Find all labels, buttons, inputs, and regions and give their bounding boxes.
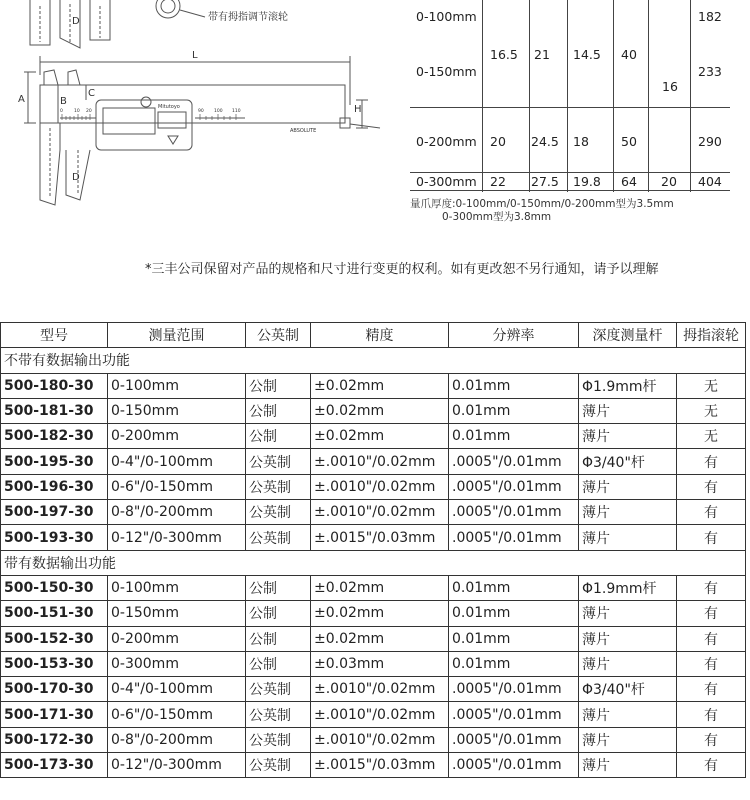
section-row bbox=[1, 348, 746, 373]
cell-thumb-roller: 无 bbox=[677, 398, 746, 423]
cell-unit: 公制 bbox=[246, 575, 311, 600]
cell-accuracy: ±.0015"/0.03mm bbox=[311, 525, 449, 550]
dim-cell: 404 bbox=[698, 174, 722, 189]
cell-range: 0-100mm bbox=[108, 373, 246, 398]
cell-model: 500-195-30 bbox=[1, 449, 108, 474]
cell-resolution: .0005"/0.01mm bbox=[449, 474, 579, 499]
cell-thumb-roller: 有 bbox=[677, 525, 746, 550]
cell-thumb-roller: 无 bbox=[677, 424, 746, 449]
dim-B-label: B bbox=[60, 96, 67, 107]
dim-cell: 16 bbox=[662, 79, 678, 94]
cell-model: 500-152-30 bbox=[1, 626, 108, 651]
scale-mark-10: 10 bbox=[74, 109, 80, 114]
cell-resolution: 0.01mm bbox=[449, 601, 579, 626]
scale-mark-20: 20 bbox=[86, 109, 92, 114]
table-row bbox=[1, 500, 746, 525]
section-with-output: 带有数据输出功能 bbox=[1, 550, 746, 575]
cell-model: 500-171-30 bbox=[1, 702, 108, 727]
cell-resolution: .0005"/0.01mm bbox=[449, 727, 579, 752]
cell-model: 500-182-30 bbox=[1, 424, 108, 449]
jaw-note-line2: 0-300mm型为3.8mm bbox=[442, 211, 552, 223]
cell-depth-rod: 薄片 bbox=[579, 398, 677, 423]
caliper-drawing bbox=[0, 0, 400, 215]
cell-range: 0-4"/0-100mm bbox=[108, 449, 246, 474]
cell-depth-rod: 薄片 bbox=[579, 500, 677, 525]
cell-range: 0-4"/0-100mm bbox=[108, 677, 246, 702]
cell-model: 500-180-30 bbox=[1, 373, 108, 398]
table-row bbox=[1, 626, 746, 651]
dim-cell: 50 bbox=[621, 134, 637, 149]
cell-thumb-roller: 无 bbox=[677, 373, 746, 398]
cell-depth-rod: 薄片 bbox=[579, 474, 677, 499]
cell-depth-rod: Φ1.9mm杆 bbox=[579, 575, 677, 600]
cell-thumb-roller: 有 bbox=[677, 727, 746, 752]
cell-accuracy: ±0.02mm bbox=[311, 373, 449, 398]
cell-model: 500-172-30 bbox=[1, 727, 108, 752]
cell-unit: 公英制 bbox=[246, 677, 311, 702]
cell-unit: 公英制 bbox=[246, 702, 311, 727]
spec-header-row bbox=[1, 323, 746, 348]
dim-cell: 20 bbox=[661, 174, 677, 189]
cell-thumb-roller: 有 bbox=[677, 677, 746, 702]
dim-cell: 27.5 bbox=[531, 174, 559, 189]
dim-cell: 40 bbox=[621, 47, 637, 62]
cell-depth-rod: Φ1.9mm杆 bbox=[579, 373, 677, 398]
cell-depth-rod: 薄片 bbox=[579, 424, 677, 449]
cell-range: 0-6"/0-150mm bbox=[108, 702, 246, 727]
spec-change-notice: *三丰公司保留对产品的规格和尺寸进行变更的权利。如有更改恕不另行通知，请予以理解 bbox=[145, 262, 659, 277]
jaw-note-line1: 量爪厚度:0-100mm/0-150mm/0-200mm型为3.5mm bbox=[410, 198, 674, 210]
cell-range: 0-8"/0-200mm bbox=[108, 727, 246, 752]
dim-cell: 182 bbox=[698, 9, 722, 24]
cell-unit: 公英制 bbox=[246, 500, 311, 525]
cell-resolution: 0.01mm bbox=[449, 398, 579, 423]
dim-cell: 20 bbox=[490, 134, 506, 149]
cell-depth-rod: 薄片 bbox=[579, 651, 677, 676]
dim-C-label: C bbox=[88, 88, 95, 99]
dim-A-label: A bbox=[18, 94, 25, 105]
cell-range: 0-200mm bbox=[108, 626, 246, 651]
table-row bbox=[1, 474, 746, 499]
cell-depth-rod: 薄片 bbox=[579, 702, 677, 727]
table-row bbox=[1, 449, 746, 474]
cell-range: 0-12"/0-300mm bbox=[108, 753, 246, 778]
cell-depth-rod: 薄片 bbox=[579, 525, 677, 550]
cell-resolution: .0005"/0.01mm bbox=[449, 677, 579, 702]
cell-unit: 公英制 bbox=[246, 525, 311, 550]
cell-resolution: 0.01mm bbox=[449, 424, 579, 449]
cell-resolution: 0.01mm bbox=[449, 626, 579, 651]
table-row bbox=[1, 424, 746, 449]
header-model: 型号 bbox=[1, 323, 108, 348]
table-row bbox=[1, 677, 746, 702]
cell-model: 500-150-30 bbox=[1, 575, 108, 600]
scale-mark-110: 110 bbox=[232, 109, 241, 114]
cell-accuracy: ±0.02mm bbox=[311, 575, 449, 600]
cell-thumb-roller: 有 bbox=[677, 474, 746, 499]
header-resolution: 分辨率 bbox=[449, 323, 579, 348]
cell-depth-rod: 薄片 bbox=[579, 626, 677, 651]
cell-range: 0-6"/0-150mm bbox=[108, 474, 246, 499]
cell-thumb-roller: 有 bbox=[677, 601, 746, 626]
cell-depth-rod: 薄片 bbox=[579, 601, 677, 626]
scale-mark-100: 100 bbox=[214, 109, 223, 114]
dim-cell: 64 bbox=[621, 174, 637, 189]
cell-range: 0-200mm bbox=[108, 424, 246, 449]
cell-accuracy: ±.0010"/0.02mm bbox=[311, 449, 449, 474]
dim-cell: 233 bbox=[698, 64, 722, 79]
display-text: ABSOLUTE bbox=[290, 128, 317, 134]
cell-model: 500-196-30 bbox=[1, 474, 108, 499]
dim-D-label-bottom: D bbox=[72, 172, 80, 183]
dim-cell: 24.5 bbox=[531, 134, 559, 149]
cell-thumb-roller: 有 bbox=[677, 626, 746, 651]
table-row bbox=[1, 727, 746, 752]
cell-accuracy: ±0.03mm bbox=[311, 651, 449, 676]
dim-cell: 16.5 bbox=[490, 47, 518, 62]
cell-range: 0-300mm bbox=[108, 651, 246, 676]
cell-depth-rod: 薄片 bbox=[579, 753, 677, 778]
dim-range-150: 0-150mm bbox=[416, 64, 477, 79]
cell-accuracy: ±0.02mm bbox=[311, 424, 449, 449]
table-row bbox=[1, 651, 746, 676]
cell-resolution: .0005"/0.01mm bbox=[449, 753, 579, 778]
header-unit: 公英制 bbox=[246, 323, 311, 348]
dim-H-label: H bbox=[354, 104, 362, 115]
jaw-thickness-note bbox=[410, 198, 674, 224]
table-row bbox=[1, 601, 746, 626]
cell-thumb-roller: 有 bbox=[677, 449, 746, 474]
cell-unit: 公制 bbox=[246, 601, 311, 626]
cell-unit: 公英制 bbox=[246, 727, 311, 752]
dim-cell: 18 bbox=[573, 134, 589, 149]
table-row bbox=[1, 702, 746, 727]
cell-unit: 公制 bbox=[246, 398, 311, 423]
header-thumb-roller: 拇指滚轮 bbox=[677, 323, 746, 348]
scale-mark-0: 0 bbox=[60, 109, 63, 114]
cell-unit: 公制 bbox=[246, 651, 311, 676]
cell-resolution: .0005"/0.01mm bbox=[449, 525, 579, 550]
cell-accuracy: ±.0015"/0.03mm bbox=[311, 753, 449, 778]
cell-accuracy: ±0.02mm bbox=[311, 601, 449, 626]
cell-unit: 公制 bbox=[246, 424, 311, 449]
cell-resolution: 0.01mm bbox=[449, 373, 579, 398]
cell-accuracy: ±0.02mm bbox=[311, 626, 449, 651]
table-row bbox=[1, 575, 746, 600]
cell-range: 0-12"/0-300mm bbox=[108, 525, 246, 550]
cell-accuracy: ±.0010"/0.02mm bbox=[311, 500, 449, 525]
dim-cell: 290 bbox=[698, 134, 722, 149]
cell-accuracy: ±0.02mm bbox=[311, 398, 449, 423]
cell-unit: 公英制 bbox=[246, 753, 311, 778]
cell-thumb-roller: 有 bbox=[677, 575, 746, 600]
section-no-output: 不带有数据输出功能 bbox=[1, 348, 746, 373]
cell-resolution: 0.01mm bbox=[449, 575, 579, 600]
dim-cell: 14.5 bbox=[573, 47, 601, 62]
section-row bbox=[1, 550, 746, 575]
cell-range: 0-150mm bbox=[108, 398, 246, 423]
dim-L-label: L bbox=[192, 50, 198, 61]
table-row bbox=[1, 373, 746, 398]
cell-thumb-roller: 有 bbox=[677, 500, 746, 525]
thumb-roller-label: 带有拇指调节滚轮 bbox=[208, 12, 288, 23]
cell-model: 500-197-30 bbox=[1, 500, 108, 525]
cell-model: 500-151-30 bbox=[1, 601, 108, 626]
cell-accuracy: ±.0010"/0.02mm bbox=[311, 677, 449, 702]
cell-resolution: 0.01mm bbox=[449, 651, 579, 676]
header-range: 测量范围 bbox=[108, 323, 246, 348]
spec-table bbox=[0, 322, 746, 778]
dim-cell: 19.8 bbox=[573, 174, 601, 189]
cell-unit: 公英制 bbox=[246, 474, 311, 499]
cell-resolution: .0005"/0.01mm bbox=[449, 702, 579, 727]
table-row bbox=[1, 398, 746, 423]
cell-resolution: .0005"/0.01mm bbox=[449, 500, 579, 525]
cell-depth-rod: Φ3/40"杆 bbox=[579, 449, 677, 474]
header-depth-rod: 深度测量杆 bbox=[579, 323, 677, 348]
cell-accuracy: ±.0010"/0.02mm bbox=[311, 702, 449, 727]
cell-depth-rod: Φ3/40"杆 bbox=[579, 677, 677, 702]
cell-model: 500-170-30 bbox=[1, 677, 108, 702]
dimension-table bbox=[410, 0, 730, 192]
cell-range: 0-100mm bbox=[108, 575, 246, 600]
table-row bbox=[1, 525, 746, 550]
dim-range-100: 0-100mm bbox=[416, 9, 477, 24]
dim-cell: 21 bbox=[534, 47, 550, 62]
cell-resolution: .0005"/0.01mm bbox=[449, 449, 579, 474]
header-accuracy: 精度 bbox=[311, 323, 449, 348]
table-row bbox=[1, 753, 746, 778]
cell-accuracy: ±.0010"/0.02mm bbox=[311, 727, 449, 752]
cell-unit: 公制 bbox=[246, 626, 311, 651]
dim-cell: 22 bbox=[490, 174, 506, 189]
cell-unit: 公英制 bbox=[246, 449, 311, 474]
cell-model: 500-193-30 bbox=[1, 525, 108, 550]
cell-range: 0-8"/0-200mm bbox=[108, 500, 246, 525]
dim-range-300: 0-300mm bbox=[416, 174, 477, 189]
dim-range-200: 0-200mm bbox=[416, 134, 477, 149]
cell-model: 500-181-30 bbox=[1, 398, 108, 423]
cell-thumb-roller: 有 bbox=[677, 753, 746, 778]
cell-model: 500-153-30 bbox=[1, 651, 108, 676]
cell-depth-rod: 薄片 bbox=[579, 727, 677, 752]
cell-model: 500-173-30 bbox=[1, 753, 108, 778]
scale-mark-90: 90 bbox=[198, 109, 204, 114]
cell-thumb-roller: 有 bbox=[677, 651, 746, 676]
dim-D-label-top: D bbox=[72, 16, 80, 27]
cell-range: 0-150mm bbox=[108, 601, 246, 626]
cell-thumb-roller: 有 bbox=[677, 702, 746, 727]
brand-mark: Mitutoyo bbox=[158, 104, 180, 110]
cell-unit: 公制 bbox=[246, 373, 311, 398]
cell-accuracy: ±.0010"/0.02mm bbox=[311, 474, 449, 499]
